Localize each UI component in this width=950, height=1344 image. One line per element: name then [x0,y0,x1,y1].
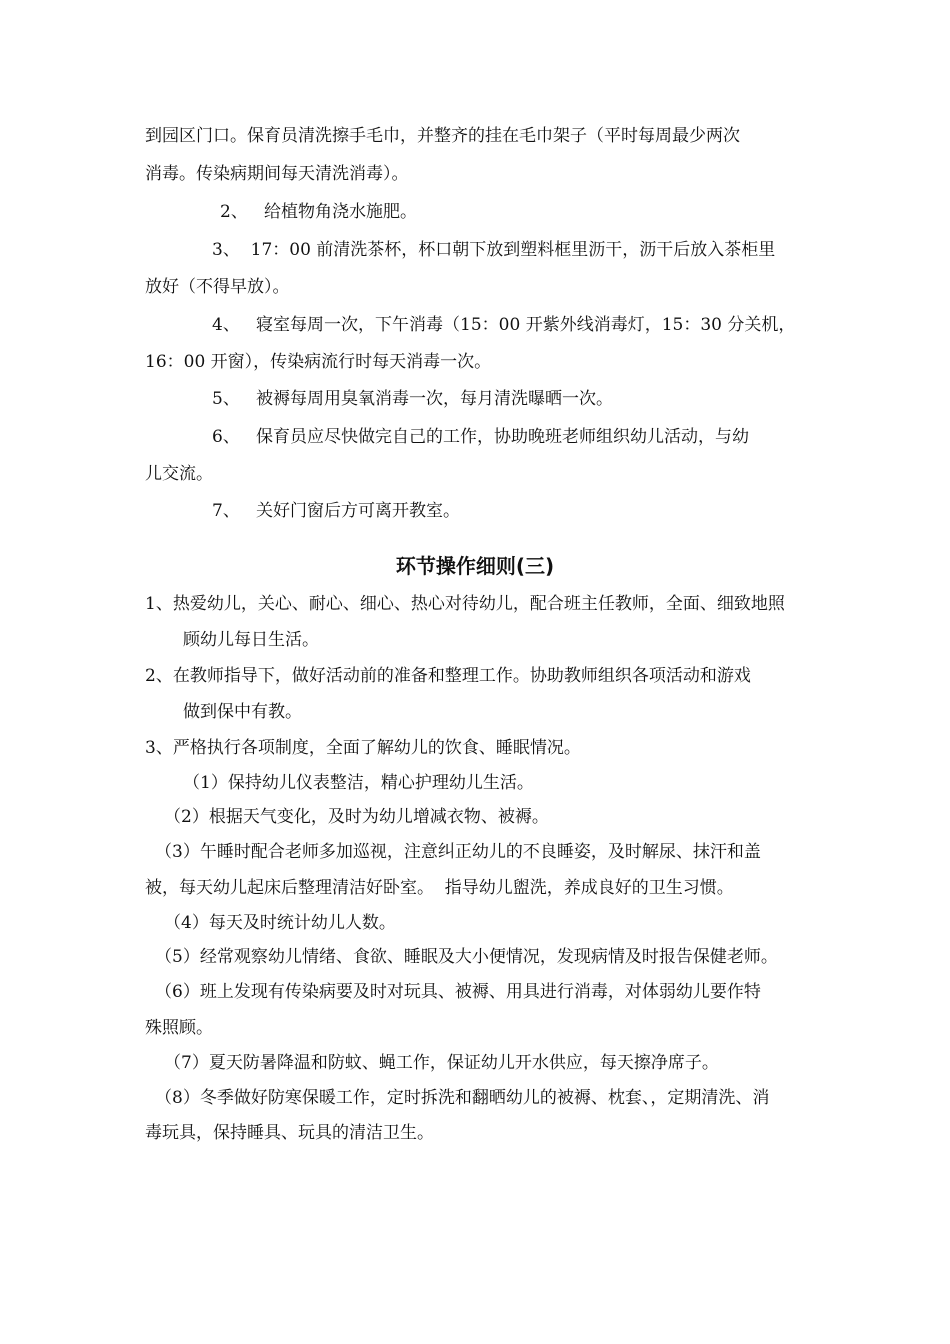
sub-item-1: （1）保持幼儿仪表整洁，精心护理幼儿生活。 [183,773,534,793]
sub-item-6-line-2: 殊照顾。 [145,1018,213,1038]
item-2: 2、 给植物角浇水施肥。 [220,202,418,222]
para-1-line-1: 1、热爱幼儿，关心、耐心、细心、热心对待幼儿，配合班主任教师，全面、细致地照 [145,594,785,614]
sub-item-8-line-1: （8）冬季做好防寒保暖工作，定时拆洗和翻晒幼儿的被褥、枕套、，定期清洗、消 [155,1088,770,1108]
sub-item-7: （7）夏天防暑降温和防蚊、蝇工作，保证幼儿开水供应，每天擦净席子。 [164,1053,719,1073]
item-4-line-1: 4、 寝室每周一次，下午消毒（15：00 开紫外线消毒灯，15：30 分关机， [212,315,796,335]
para-3: 3、严格执行各项制度，全面了解幼儿的饮食、睡眠情况。 [145,738,581,758]
sub-item-8-line-2: 毒玩具，保持睡具、玩具的清洁卫生。 [145,1123,434,1143]
sub-item-6-line-1: （6）班上发现有传染病要及时对玩具、被褥、用具进行消毒，对体弱幼儿要作特 [155,982,761,1002]
item-5: 5、 被褥每周用臭氧消毒一次，每月清洗曝晒一次。 [212,389,614,409]
item-7: 7、 关好门窗后方可离开教室。 [212,501,461,521]
sub-item-3-line-2: 被，每天幼儿起床后整理清洁好卧室。 指导幼儿盥洗，养成良好的卫生习惯。 [145,878,734,898]
sub-item-5: （5）经常观察幼儿情绪、食欲、睡眠及大小便情况，发现病情及时报告保健老师。 [155,947,778,967]
item-3-line-1: 3、 17：00 前清洗茶杯，杯口朝下放到塑料框里沥干，沥干后放入茶柜里 [212,240,776,260]
sub-item-3-line-1: （3）午睡时配合老师多加巡视，注意纠正幼儿的不良睡姿，及时解尿、抹汗和盖 [155,842,761,862]
item-6-line-2: 儿交流。 [145,464,213,484]
sub-item-2: （2）根据天气变化，及时为幼儿增减衣物、被褥。 [164,807,549,827]
item-3-line-2: 放好（不得早放）。 [145,277,290,297]
item-6-line-1: 6、 保育员应尽快做完自己的工作，协助晚班老师组织幼儿活动，与幼 [212,427,750,447]
para-2-line-2: 做到保中有教。 [183,702,302,722]
section-title: 环节操作细则(三) [395,554,555,578]
item-4-line-2: 16：00 开窗），传染病流行时每天消毒一次。 [145,352,492,372]
sub-item-4: （4）每天及时统计幼儿人数。 [164,913,396,933]
continued-line-1: 到园区门口。保育员清洗擦手毛巾，并整齐的挂在毛巾架子（平时每周最少两次 [145,126,740,146]
para-2-line-1: 2、在教师指导下，做好活动前的准备和整理工作。协助教师组织各项活动和游戏 [145,666,751,686]
para-1-line-2: 顾幼儿每日生活。 [183,630,319,650]
continued-line-2: 消毒。传染病期间每天清洗消毒）。 [145,164,409,184]
